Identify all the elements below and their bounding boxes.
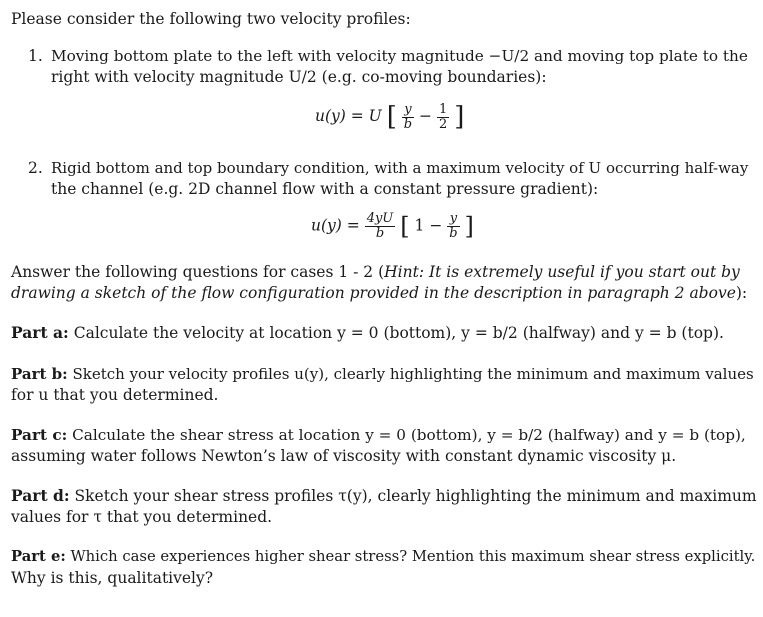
eq1-frac1-den: b [403,116,413,132]
eq2-frac1-num: 4yU [366,211,394,226]
answer-line2-tail: ): [735,284,748,302]
eq1-minus: − [419,107,433,125]
answer-line-2 [11,283,747,303]
part-b-line-2: for u that you determined. [11,386,219,404]
item2-line2: the channel (e.g. 2D channel flow with a constant pressure gradient): [51,180,599,198]
part-c [11,425,746,445]
answer-line1-hint: Hint: It is extremely useful if you start out by [384,263,740,281]
part-b-label: Part b: [11,365,68,383]
eq2-minus: − [429,216,443,235]
answer-line1-plain: Answer the following questions for cases 1 - 2 ( [11,263,385,281]
part-c-line-2: assuming water follows Newton’s law of viscosity with constant dynamic viscosity μ. [11,447,677,465]
part-e [11,547,755,567]
part-c-text1: Calculate the shear stress at location y = 0 (bottom), y = b/2 (halfway) and y = b (top), [72,426,746,444]
eq2-one: 1 [414,216,425,235]
part-d-text1: Sketch your shear stress profiles τ(y), clearly highlighting the minimum and maximum [74,487,757,505]
part-d-label: Part d: [11,486,70,505]
answer-line2-hint: drawing a sketch of the flow configuration provided in the description in paragraph 2 above [11,284,736,302]
part-c-label: Part c: [11,426,68,444]
eq1-frac2-den: 2 [438,116,448,132]
item1-line1: Moving bottom plate to the left with velocity magnitude −U/2 and moving top plate to the [51,47,748,65]
eq1-frac2-num: 1 [438,101,448,117]
part-e-line-2: Why is this, qualitatively? [11,569,214,587]
eq2-frac-4yU-over-b [365,212,396,241]
eq1-frac-y-over-b [402,103,414,132]
part-d [11,486,757,506]
part-d-line-2: values for τ that you determined. [11,508,273,526]
item1-number: 1. [28,47,43,65]
eq2-frac2-num: y [447,212,459,227]
item1-line2: right with velocity magnitude U/2 (e.g. co-moving boundaries): [51,68,547,86]
item2-number: 2. [28,159,43,177]
part-a [11,323,724,343]
part-b-text1: Sketch your velocity profiles u(y), clearly highlighting the minimum and maximum values [72,365,754,383]
part-e-text1: Which case experiences higher shear stress? Mention this maximum shear stress explicitly. [70,548,756,565]
part-e-label: Part e: [11,548,66,565]
answer-line-1 [11,262,740,282]
eq1-open-bracket: [ [386,102,397,132]
eq2-close-bracket: ] [464,212,474,241]
part-a-label: Part a: [11,323,69,342]
eq2-open-bracket: [ [400,212,410,241]
eq1-close-bracket: ] [454,102,465,132]
item2-line1: Rigid bottom and top boundary condition, with a maximum velocity of U occurring half-way [51,159,749,177]
equation-2 [311,212,474,241]
eq2-lhs: u(y) = [311,216,360,235]
eq1-frac1-num: y [402,103,414,118]
eq2-frac-y-over-b [447,212,459,241]
part-a-text: Calculate the velocity at location y = 0 (bottom), y = b/2 (halfway) and y = b (top). [73,324,724,342]
eq1-lhs: u(y) = U [315,107,382,125]
intro-text: Please consider the following two velocity profiles: [11,10,411,28]
part-b [11,364,754,384]
eq2-frac2-den: b [449,226,458,241]
eq2-frac1-den: b [375,226,385,241]
equation-1 [315,102,464,132]
eq1-frac-one-half [437,103,449,132]
